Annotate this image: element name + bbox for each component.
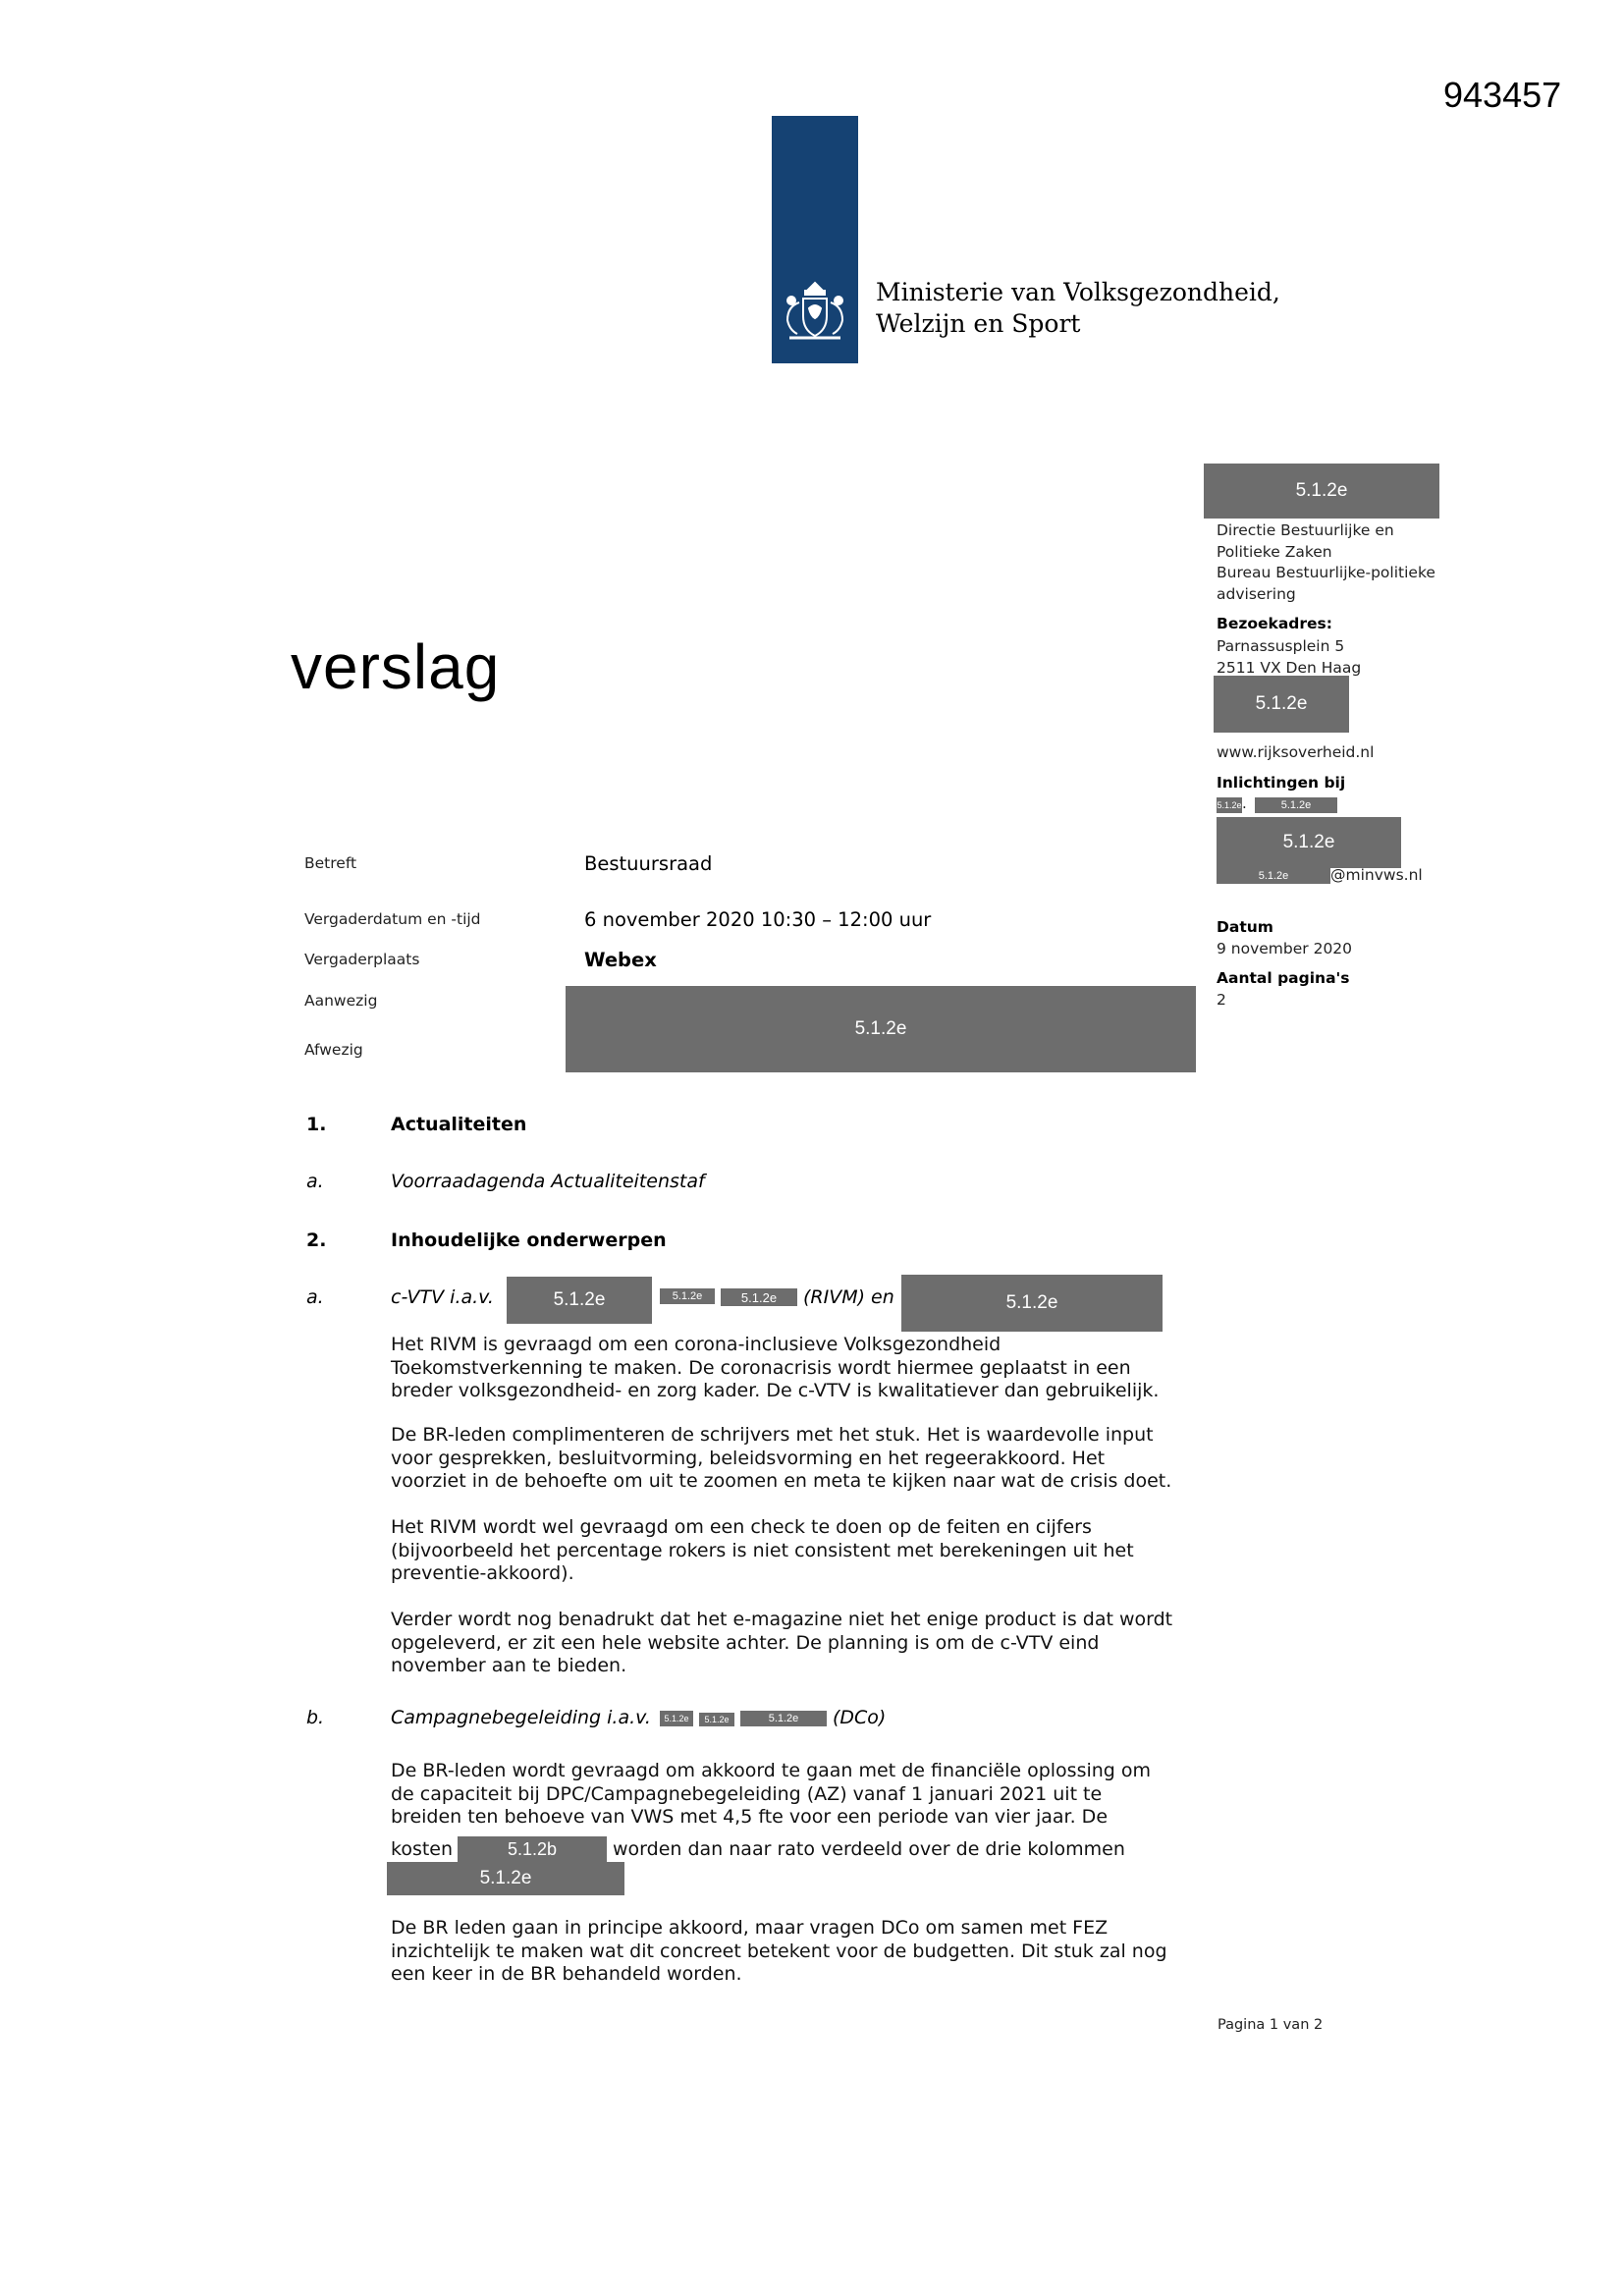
item-title: Voorraadagenda Actualiteitenstaf — [391, 1171, 705, 1192]
text-line: Verder wordt nog benadrukt dat het e-magazine niet het enige product is dat wordt — [391, 1609, 1173, 1630]
place-value: Webex — [584, 949, 657, 971]
text-line: inzichtelijk te maken wat dit concreet betekent voor de budgetten. Dit stuk zal nog — [391, 1940, 1167, 1962]
text-line: De BR-leden complimenteren de schrijvers met het stuk. Het is waardevolle input — [391, 1424, 1154, 1446]
subject-label: Betreft — [304, 854, 357, 872]
directorate-block — [1217, 520, 1435, 605]
item-title-org: (DCo) — [833, 1707, 887, 1728]
text-line: de capaciteit bij DPC/Campagnebegeleiding (AZ) vanaf 1 januari 2021 uit te — [391, 1782, 1103, 1805]
date-label: Datum — [1217, 918, 1273, 936]
ministry-line-2: Welzijn en Sport — [876, 309, 1081, 338]
directorate-line: Politieke Zaken — [1217, 542, 1332, 561]
crest-icon — [778, 277, 852, 348]
date-value: 9 november 2020 — [1217, 940, 1353, 957]
paragraph — [391, 1760, 1196, 1830]
directorate-line: Directie Bestuurlijke en — [1217, 521, 1394, 539]
paragraph — [391, 1917, 1196, 1987]
paragraph — [391, 1516, 1196, 1586]
page-count-value: 2 — [1217, 991, 1226, 1009]
directorate-line: advisering — [1217, 584, 1296, 603]
address-line: 2511 VX Den Haag — [1217, 658, 1362, 677]
text-line: De BR-leden wordt gevraagd om akkoord te gaan met de financiële oplossing om — [391, 1760, 1152, 1781]
text-line: november aan te bieden. — [391, 1655, 627, 1676]
paragraph — [391, 1609, 1196, 1678]
text-fragment: kosten — [391, 1838, 454, 1860]
page-footer: Pagina 1 van 2 — [1218, 2017, 1324, 2033]
text-line: voorziet in de behoefte om uit te zoomen en meta te kijken naar wat de crisis doet. — [391, 1470, 1172, 1492]
attendees-redaction: 5.1.2e — [566, 986, 1196, 1072]
email-domain: @minvws.nl — [1330, 866, 1423, 884]
text-line: een keer in de BR behandeld worden. — [391, 1963, 742, 1985]
redaction-block: 5.1.2e — [507, 1277, 652, 1324]
redaction-block: 5.1.2e — [740, 1711, 827, 1726]
subject-value: Bestuursraad — [584, 852, 713, 875]
text-line: Het RIVM is gevraagd om een corona-inclusieve Volksgezondheid — [391, 1334, 1001, 1355]
separator-dot: . — [1242, 794, 1247, 812]
document-type-title: verslag — [291, 631, 501, 702]
redaction-block: 5.1.2e — [660, 1711, 693, 1726]
address-line: Parnassusplein 5 — [1217, 637, 1345, 655]
redaction-block: 5.1.2b — [458, 1836, 607, 1862]
item-letter: a. — [306, 1286, 324, 1308]
text-line: Het RIVM wordt wel gevraagd om een check te doen op de feiten en cijfers — [391, 1516, 1092, 1538]
visit-address-label: Bezoekadres: — [1217, 615, 1332, 632]
text-line: (bijvoorbeeld het percentage rokers is niet consistent met berekeningen uit het — [391, 1539, 1134, 1561]
website-link[interactable]: www.rijksoverheid.nl — [1217, 743, 1375, 761]
redaction-block: 5.1.2e — [721, 1288, 797, 1306]
visit-address — [1217, 636, 1361, 679]
text-line: De BR leden gaan in principe akkoord, maar vragen DCo om samen met FEZ — [391, 1917, 1109, 1939]
section-number: 2. — [306, 1230, 327, 1251]
text-line: breiden ten behoeve van VWS met 4,5 fte voor een periode van vier jaar. De — [391, 1806, 1109, 1828]
absent-label: Afwezig — [304, 1041, 363, 1059]
redaction-block: 5.1.2e — [1217, 817, 1401, 868]
item-title-prefix: c-VTV i.a.v. — [391, 1286, 494, 1308]
redaction-block: 5.1.2e — [699, 1713, 734, 1726]
inquiries-label: Inlichtingen bij — [1217, 774, 1346, 792]
place-label: Vergaderplaats — [304, 951, 420, 968]
text-fragment: worden dan naar rato verdeeld over de drie kolommen — [613, 1838, 1125, 1860]
item-letter: b. — [306, 1707, 325, 1728]
ministry-line-1: Ministerie van Volksgezondheid, — [876, 278, 1280, 306]
redaction-block: 5.1.2e — [1217, 797, 1242, 813]
text-line: Toekomstverkenning te maken. De coronacrisis wordt hiermee geplaatst in een — [391, 1356, 1131, 1379]
text-line: voor gesprekken, besluitvorming, beleidsvorming en het regeerakkoord. Het — [391, 1447, 1106, 1469]
paragraph — [391, 1424, 1196, 1494]
redaction-block: 5.1.2e — [387, 1862, 624, 1895]
datetime-value: 6 november 2020 10:30 – 12:00 uur — [584, 908, 932, 931]
text-line: breder volksgezondheid- en zorg kader. De c-VTV is kwalitatiever dan gebruikelijk. — [391, 1380, 1160, 1401]
present-label: Aanwezig — [304, 992, 378, 1010]
redaction-block: 5.1.2e — [1217, 868, 1330, 884]
document-id: 943457 — [1443, 75, 1562, 115]
item-title-prefix: Campagnebegeleiding i.a.v. — [391, 1707, 651, 1728]
redaction-block: 5.1.2e — [1204, 464, 1439, 519]
paragraph — [391, 1334, 1196, 1403]
text-line: opgeleverd, er zit een hele website achter. De planning is om de c-VTV eind — [391, 1631, 1100, 1654]
page-count-label: Aantal pagina's — [1217, 969, 1350, 987]
section-title: Inhoudelijke onderwerpen — [391, 1230, 667, 1251]
redaction-block: 5.1.2e — [1214, 676, 1349, 733]
item-title-org: (RIVM) en — [803, 1286, 894, 1308]
redaction-block: 5.1.2e — [1255, 797, 1337, 813]
redaction-block: 5.1.2e — [901, 1275, 1163, 1332]
text-line: preventie-akkoord). — [391, 1562, 574, 1584]
item-letter: a. — [306, 1171, 324, 1192]
section-title: Actualiteiten — [391, 1114, 527, 1135]
ministry-name — [876, 277, 1280, 340]
section-number: 1. — [306, 1114, 327, 1135]
datetime-label: Vergaderdatum en -tijd — [304, 910, 481, 928]
redaction-block: 5.1.2e — [660, 1288, 715, 1304]
directorate-line: Bureau Bestuurlijke-politieke — [1217, 564, 1435, 581]
